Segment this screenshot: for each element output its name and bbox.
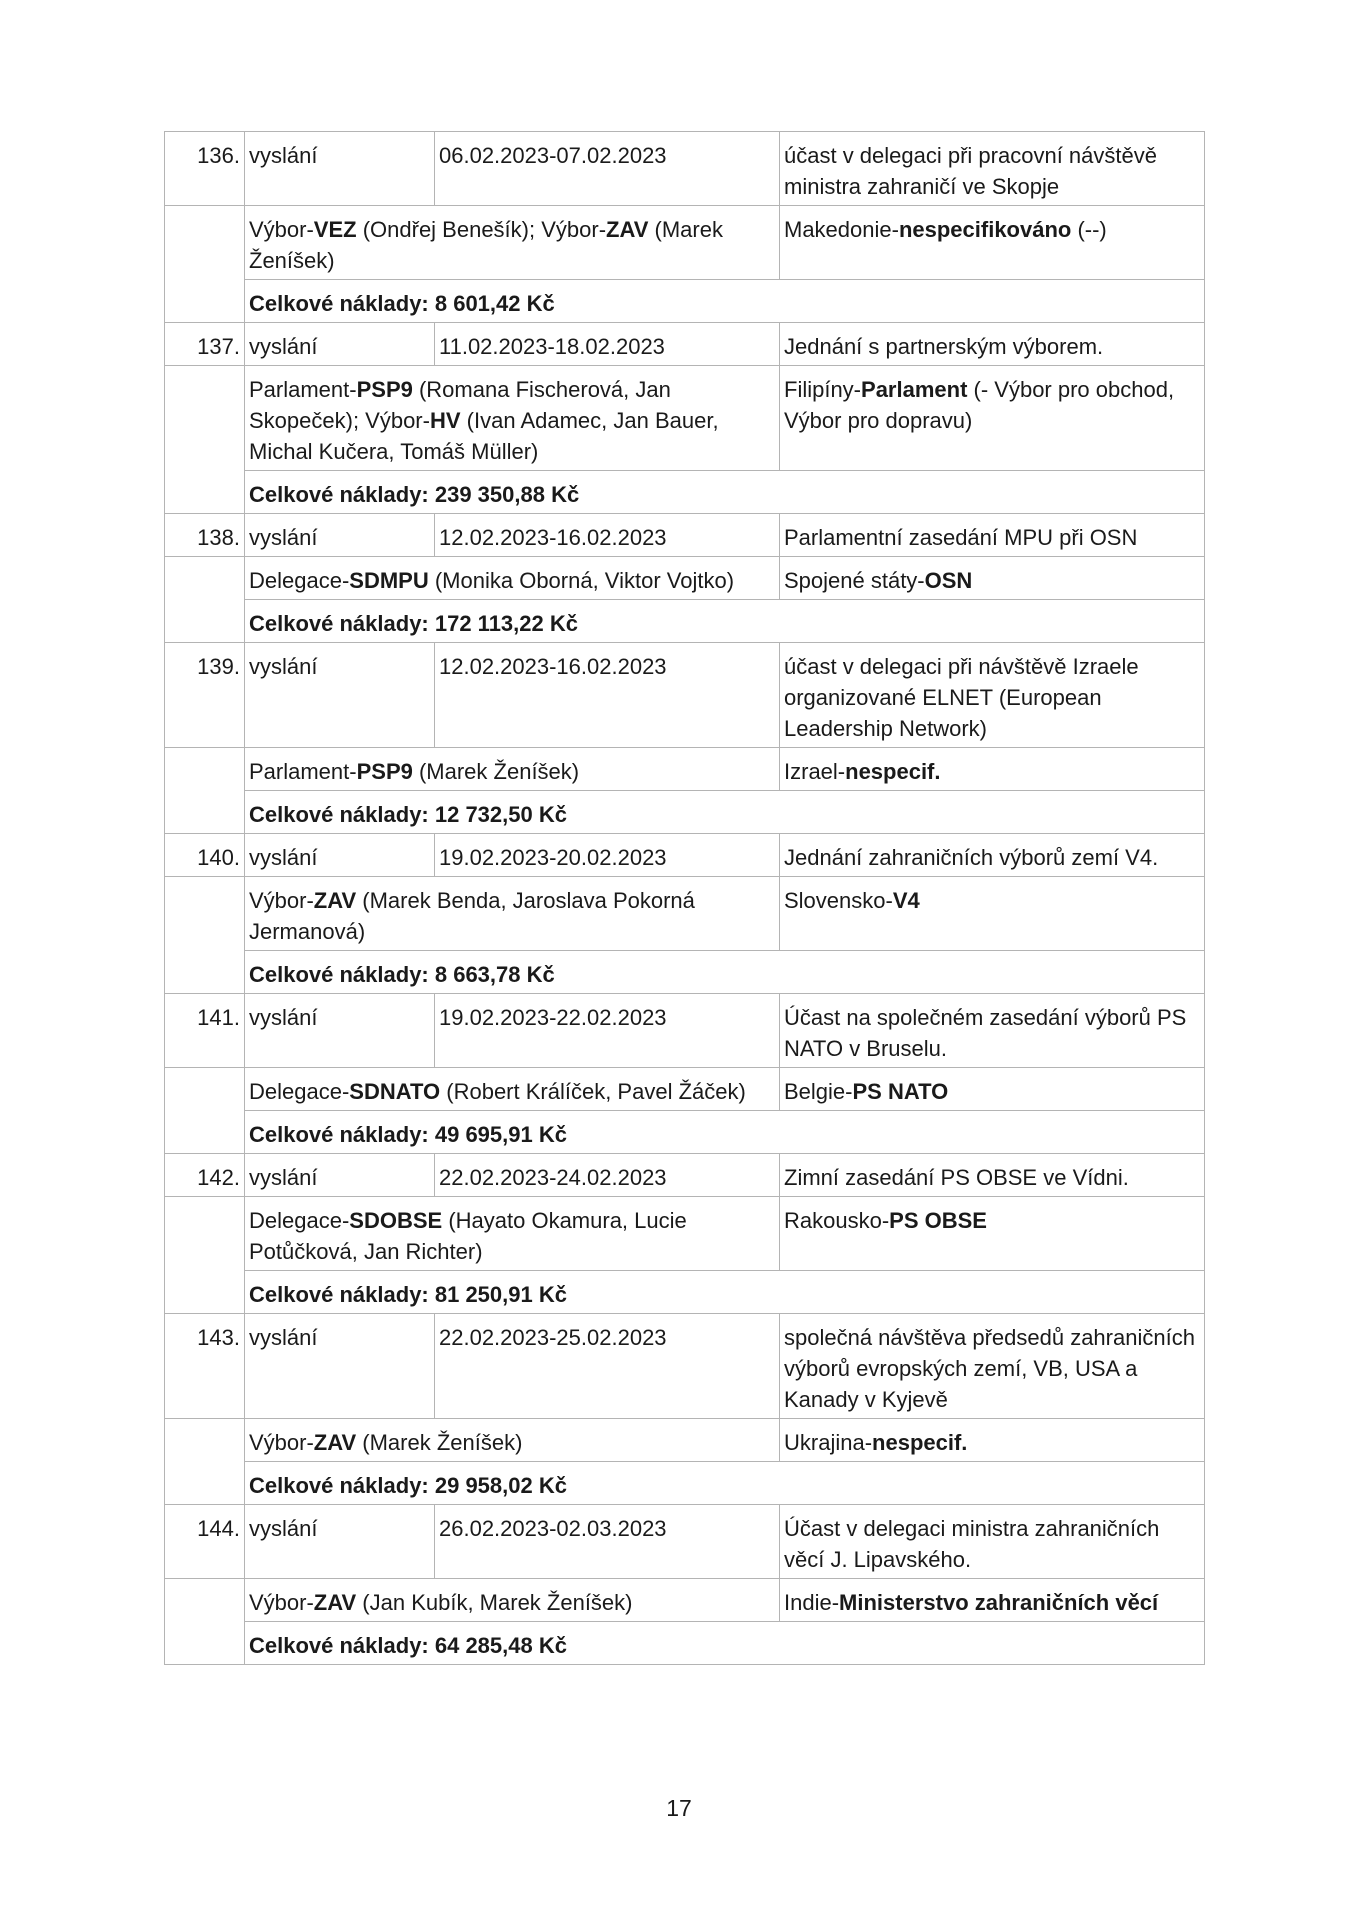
- trip-total-cost: Celkové náklady: 8 601,42 Kč: [245, 280, 1205, 323]
- trip-total-row: [165, 951, 1205, 994]
- number-column-spacer: [165, 1271, 245, 1314]
- text-run: Ukrajina-: [784, 1430, 873, 1455]
- trip-purpose: Účast na společném zasedání výborů PS NATO v Bruselu.: [780, 994, 1205, 1068]
- text-run: Delegace-: [249, 1208, 350, 1233]
- trip-total-row: [165, 600, 1205, 643]
- trip-type: vyslání: [245, 323, 435, 366]
- trip-number: 137.: [165, 323, 245, 366]
- trip-number: 140.: [165, 834, 245, 877]
- trip-purpose: Jednání zahraničních výborů zemí V4.: [780, 834, 1205, 877]
- bold-text-run: SDMPU: [349, 568, 429, 593]
- trip-header-row: [165, 323, 1205, 366]
- trip-dates: 19.02.2023-22.02.2023: [435, 994, 780, 1068]
- text-run: Indie-: [784, 1590, 840, 1615]
- bold-text-run: ZAV: [606, 217, 649, 242]
- bold-text-run: Ministerstvo zahraničních věcí: [839, 1590, 1159, 1615]
- trip-number: 143.: [165, 1314, 245, 1419]
- trip-destination: [780, 1068, 1205, 1111]
- trip-type: vyslání: [245, 514, 435, 557]
- number-column-spacer: [165, 1579, 245, 1622]
- bold-text-run: nespecif.: [845, 759, 941, 784]
- trip-number: 142.: [165, 1154, 245, 1197]
- trip-dates: 11.02.2023-18.02.2023: [435, 323, 780, 366]
- trip-total-cost: Celkové náklady: 12 732,50 Kč: [245, 791, 1205, 834]
- text-run: Delegace-: [249, 1079, 350, 1104]
- trip-participants: [245, 877, 780, 951]
- trip-header-row: [165, 132, 1205, 206]
- trip-detail-row: [165, 557, 1205, 600]
- trips-table-body: [165, 132, 1205, 1665]
- trip-purpose: Jednání s partnerským výborem.: [780, 323, 1205, 366]
- number-column-spacer: [165, 600, 245, 643]
- text-run: Výbor-: [249, 888, 314, 913]
- trip-purpose: Účast v delegaci ministra zahraničních věcí J. Lipavského.: [780, 1505, 1205, 1579]
- text-run: Rakousko-: [784, 1208, 890, 1233]
- trip-dates: 12.02.2023-16.02.2023: [435, 514, 780, 557]
- bold-text-run: nespecifikováno: [898, 217, 1072, 242]
- trip-header-row: [165, 834, 1205, 877]
- trip-destination: [780, 877, 1205, 951]
- trip-detail-row: [165, 206, 1205, 280]
- bold-text-run: PSP9: [356, 759, 413, 784]
- trip-number: 144.: [165, 1505, 245, 1579]
- text-run: (Romana Fischerová, Jan Skopeček); Výbor-: [249, 377, 671, 433]
- trip-total-row: [165, 1271, 1205, 1314]
- number-column-spacer: [165, 791, 245, 834]
- text-run: Výbor-: [249, 217, 314, 242]
- bold-text-run: SDNATO: [349, 1079, 441, 1104]
- bold-text-run: ZAV: [313, 1430, 357, 1455]
- trip-total-cost: Celkové náklady: 64 285,48 Kč: [245, 1622, 1205, 1665]
- trip-total-cost: Celkové náklady: 172 113,22 Kč: [245, 600, 1205, 643]
- text-run: Parlament-: [249, 377, 357, 402]
- number-column-spacer: [165, 1462, 245, 1505]
- trip-number: 136.: [165, 132, 245, 206]
- text-run: (Monika Oborná, Viktor Vojtko): [428, 568, 735, 593]
- bold-text-run: VEZ: [313, 217, 357, 242]
- bold-text-run: V4: [892, 888, 920, 913]
- text-run: Výbor-: [249, 1590, 314, 1615]
- trip-header-row: [165, 1154, 1205, 1197]
- text-run: (--): [1071, 217, 1107, 242]
- trip-destination: [780, 557, 1205, 600]
- trip-dates: 22.02.2023-24.02.2023: [435, 1154, 780, 1197]
- trip-dates: 26.02.2023-02.03.2023: [435, 1505, 780, 1579]
- trip-participants: [245, 557, 780, 600]
- trip-total-row: [165, 1111, 1205, 1154]
- trip-type: vyslání: [245, 1505, 435, 1579]
- text-run: Makedonie-: [784, 217, 899, 242]
- text-run: (Marek Ženíšek): [249, 217, 723, 273]
- bold-text-run: PS OBSE: [889, 1208, 987, 1233]
- trip-number: 138.: [165, 514, 245, 557]
- text-run: Výbor-: [249, 1430, 314, 1455]
- trip-header-row: [165, 643, 1205, 748]
- trip-total-cost: Celkové náklady: 81 250,91 Kč: [245, 1271, 1205, 1314]
- trip-type: vyslání: [245, 1314, 435, 1419]
- trip-destination: [780, 366, 1205, 471]
- trip-participants: [245, 1579, 780, 1622]
- trip-participants: [245, 206, 780, 280]
- trip-type: vyslání: [245, 834, 435, 877]
- trip-detail-row: [165, 1197, 1205, 1271]
- trip-type: vyslání: [245, 643, 435, 748]
- bold-text-run: nespecif.: [872, 1430, 968, 1455]
- trip-type: vyslání: [245, 1154, 435, 1197]
- trip-header-row: [165, 1505, 1205, 1579]
- trip-detail-row: [165, 748, 1205, 791]
- text-run: (Marek Ženíšek): [412, 759, 580, 784]
- trip-header-row: [165, 1314, 1205, 1419]
- number-column-spacer: [165, 366, 245, 471]
- trip-purpose: účast v delegaci při návštěvě Izraele organizované ELNET (European Leadership Network): [780, 643, 1205, 748]
- text-run: (Hayato Okamura, Lucie Potůčková, Jan Richter): [249, 1208, 687, 1264]
- trip-destination: [780, 1197, 1205, 1271]
- trip-type: vyslání: [245, 994, 435, 1068]
- trip-detail-row: [165, 1068, 1205, 1111]
- trip-total-row: [165, 791, 1205, 834]
- text-run: Delegace-: [249, 568, 350, 593]
- trip-participants: [245, 366, 780, 471]
- trip-dates: 19.02.2023-20.02.2023: [435, 834, 780, 877]
- trip-purpose: Parlamentní zasedání MPU při OSN: [780, 514, 1205, 557]
- trip-total-cost: Celkové náklady: 49 695,91 Kč: [245, 1111, 1205, 1154]
- text-run: (Marek Benda, Jaroslava Pokorná Jermanová): [249, 888, 695, 944]
- text-run: Filipíny-: [784, 377, 862, 402]
- trip-number: 139.: [165, 643, 245, 748]
- text-run: (- Výbor pro obchod, Výbor pro dopravu): [784, 377, 1175, 433]
- trip-participants: [245, 1197, 780, 1271]
- bold-text-run: HV: [429, 408, 461, 433]
- trip-destination: [780, 1419, 1205, 1462]
- text-run: (Robert Králíček, Pavel Žáček): [440, 1079, 746, 1104]
- number-column-spacer: [165, 951, 245, 994]
- trip-dates: 06.02.2023-07.02.2023: [435, 132, 780, 206]
- trip-participants: [245, 1419, 780, 1462]
- number-column-spacer: [165, 206, 245, 280]
- trip-total-cost: Celkové náklady: 29 958,02 Kč: [245, 1462, 1205, 1505]
- bold-text-run: OSN: [924, 568, 973, 593]
- trip-total-cost: Celkové náklady: 8 663,78 Kč: [245, 951, 1205, 994]
- page-number: 17: [666, 1795, 692, 1821]
- trip-detail-row: [165, 1579, 1205, 1622]
- trip-participants: [245, 1068, 780, 1111]
- text-run: Izrael-: [784, 759, 846, 784]
- trip-detail-row: [165, 877, 1205, 951]
- bold-text-run: ZAV: [313, 888, 357, 913]
- trip-dates: 22.02.2023-25.02.2023: [435, 1314, 780, 1419]
- bold-text-run: PS NATO: [852, 1079, 949, 1104]
- trip-purpose: Zimní zasedání PS OBSE ve Vídni.: [780, 1154, 1205, 1197]
- trip-purpose: účast v delegaci při pracovní návštěvě ministra zahraničí ve Skopje: [780, 132, 1205, 206]
- text-run: Belgie-: [784, 1079, 853, 1104]
- trip-destination: [780, 206, 1205, 280]
- number-column-spacer: [165, 1111, 245, 1154]
- text-run: (Marek Ženíšek): [356, 1430, 523, 1455]
- trip-destination: [780, 1579, 1205, 1622]
- trip-total-row: [165, 1462, 1205, 1505]
- number-column-spacer: [165, 1419, 245, 1462]
- trip-detail-row: [165, 1419, 1205, 1462]
- text-run: Spojené státy-: [784, 568, 925, 593]
- bold-text-run: ZAV: [313, 1590, 357, 1615]
- trip-header-row: [165, 994, 1205, 1068]
- trip-total-cost: Celkové náklady: 239 350,88 Kč: [245, 471, 1205, 514]
- trip-total-row: [165, 471, 1205, 514]
- trip-header-row: [165, 514, 1205, 557]
- trips-table: [164, 131, 1205, 1665]
- number-column-spacer: [165, 748, 245, 791]
- number-column-spacer: [165, 1197, 245, 1271]
- text-run: (Ivan Adamec, Jan Bauer, Michal Kučera, Tomáš Müller): [249, 408, 719, 464]
- trip-dates: 12.02.2023-16.02.2023: [435, 643, 780, 748]
- number-column-spacer: [165, 280, 245, 323]
- bold-text-run: Parlament: [861, 377, 968, 402]
- number-column-spacer: [165, 471, 245, 514]
- bold-text-run: SDOBSE: [349, 1208, 443, 1233]
- bold-text-run: PSP9: [356, 377, 413, 402]
- number-column-spacer: [165, 1068, 245, 1111]
- trip-purpose: společná návštěva předsedů zahraničních výborů evropských zemí, VB, USA a Kanady v Kyjevě: [780, 1314, 1205, 1419]
- trip-participants: [245, 748, 780, 791]
- text-run: Parlament-: [249, 759, 357, 784]
- trip-detail-row: [165, 366, 1205, 471]
- text-run: Slovensko-: [784, 888, 893, 913]
- text-run: (Ondřej Benešík); Výbor-: [356, 217, 607, 242]
- trip-total-row: [165, 1622, 1205, 1665]
- trip-total-row: [165, 280, 1205, 323]
- number-column-spacer: [165, 1622, 245, 1665]
- trip-number: 141.: [165, 994, 245, 1068]
- text-run: (Jan Kubík, Marek Ženíšek): [356, 1590, 633, 1615]
- trip-destination: [780, 748, 1205, 791]
- number-column-spacer: [165, 877, 245, 951]
- trip-type: vyslání: [245, 132, 435, 206]
- number-column-spacer: [165, 557, 245, 600]
